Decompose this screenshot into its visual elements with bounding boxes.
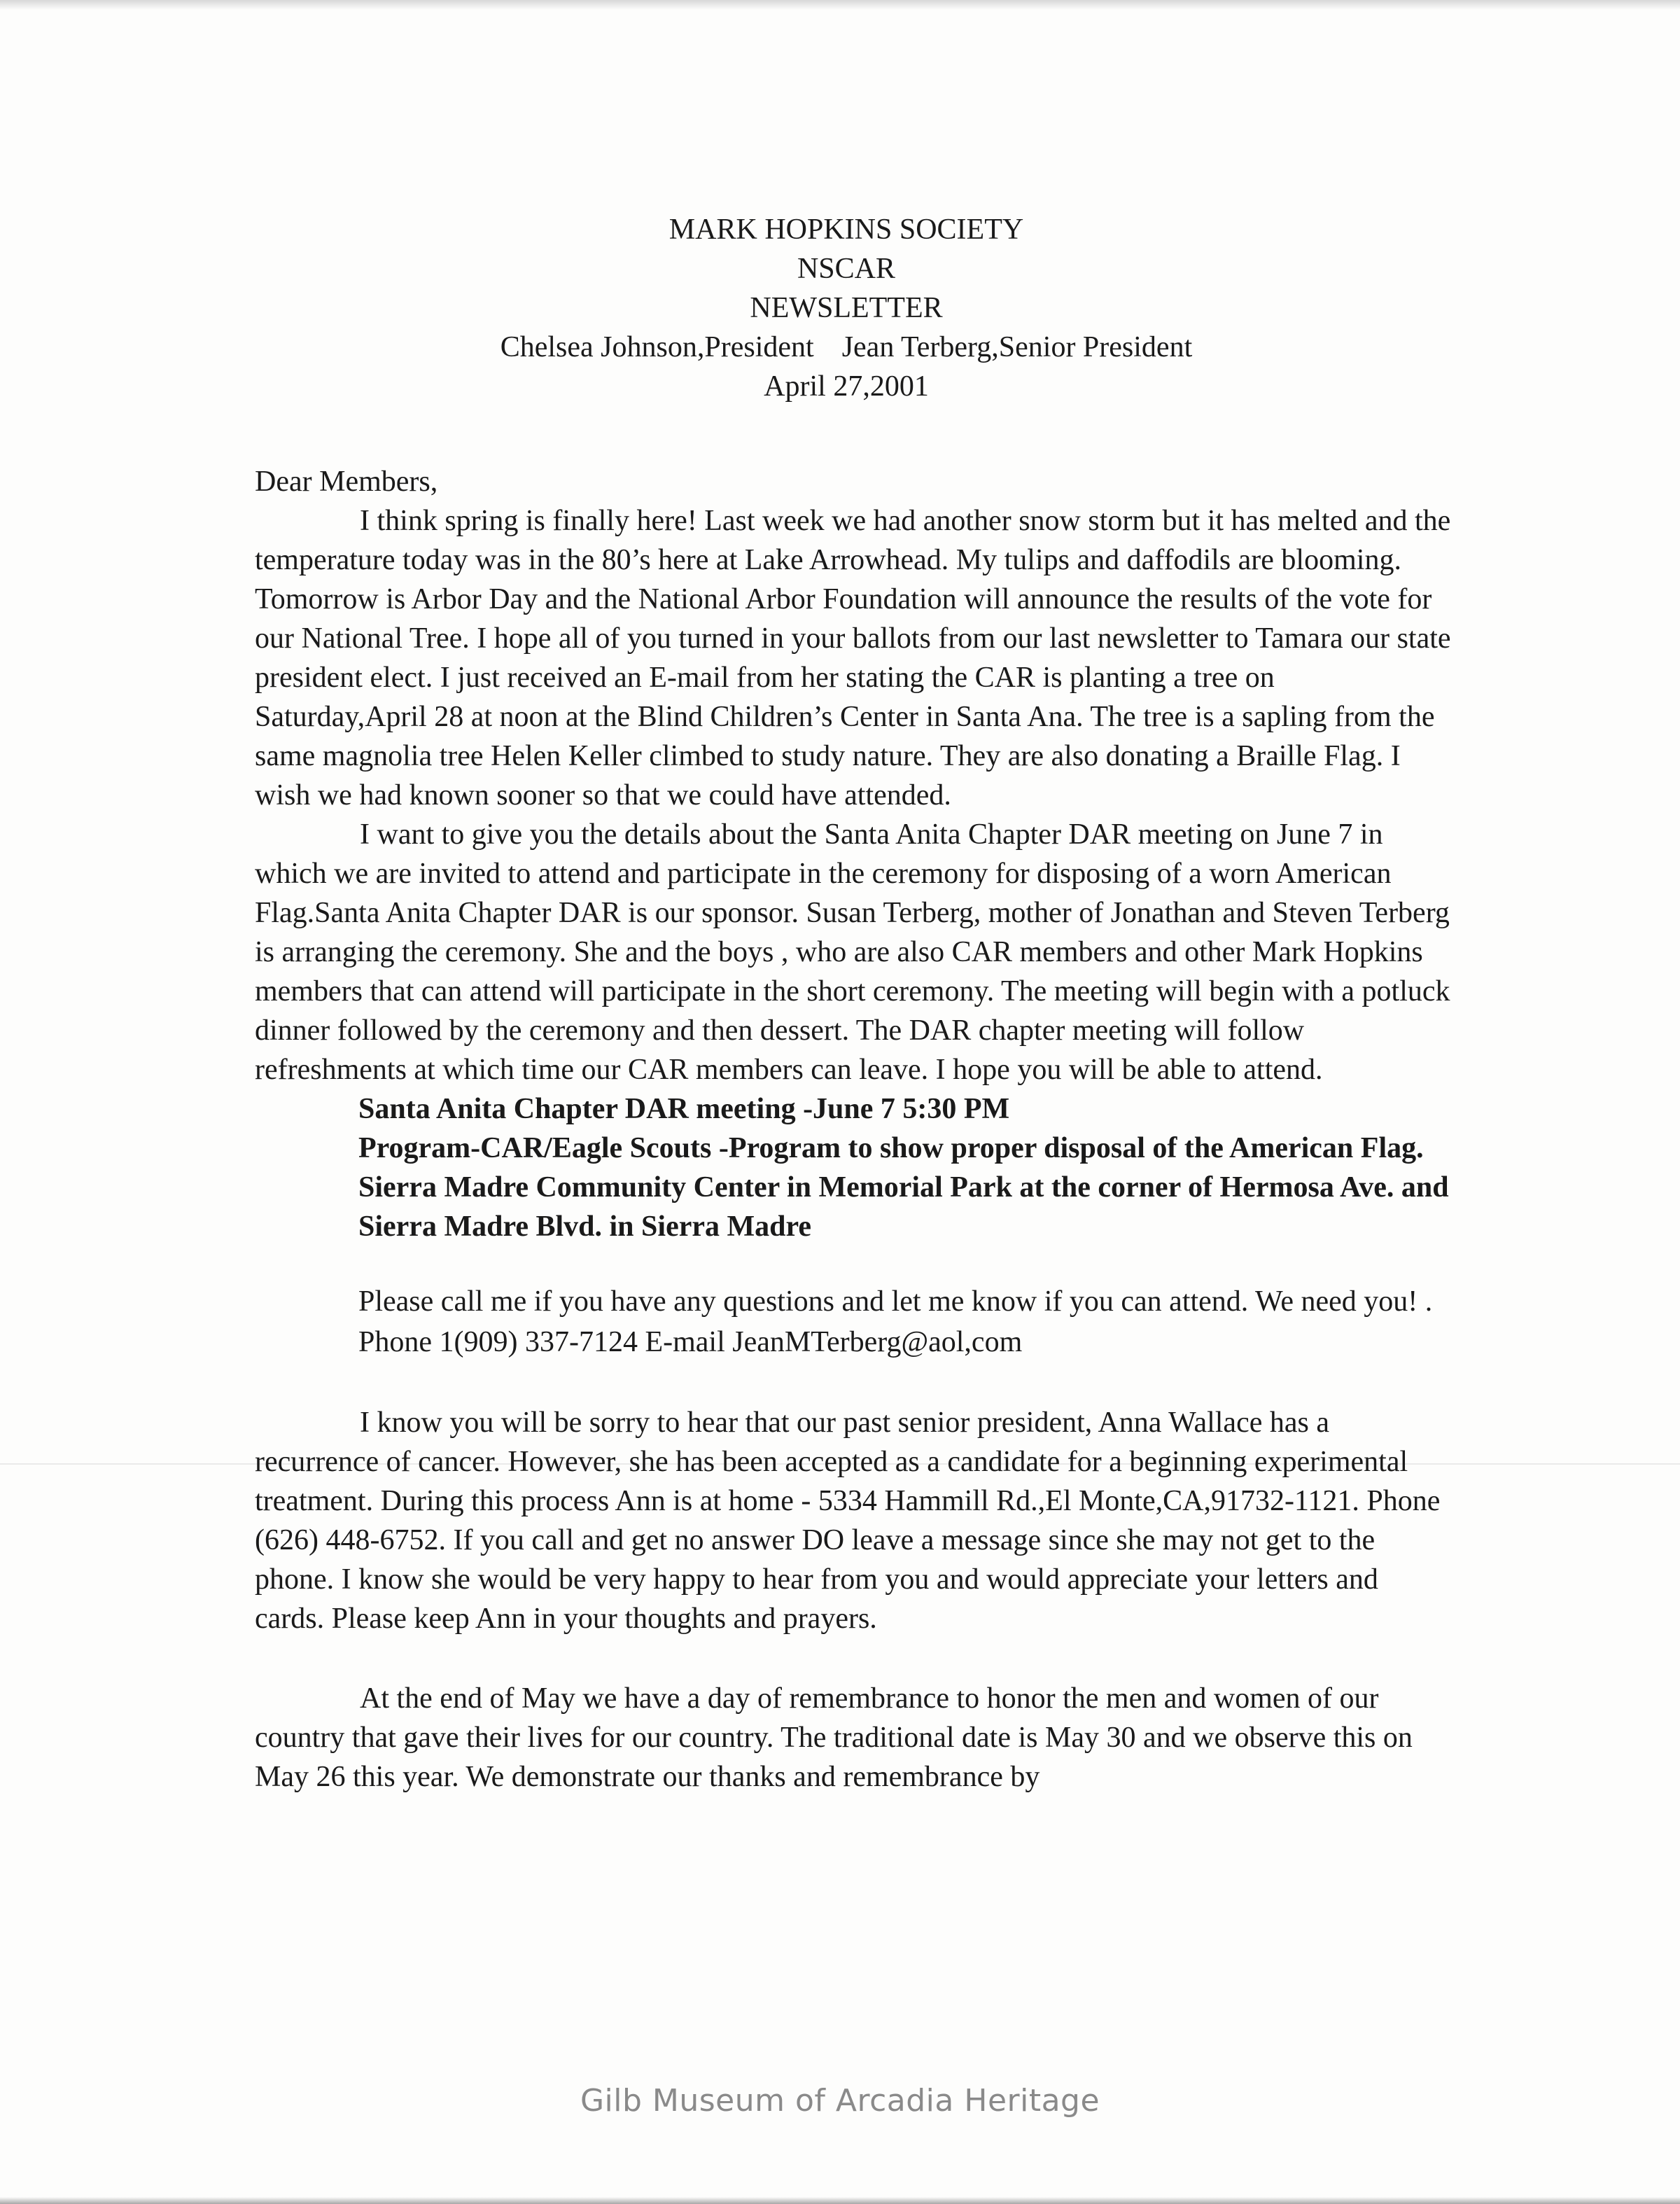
newsletter-header (241, 210, 1452, 406)
scan-edge-bottom (0, 2197, 1680, 2204)
event-details (358, 1089, 1452, 1246)
officers-line (241, 328, 1452, 367)
paragraph-remembrance: At the end of May we have a day of remembrance to honor the men and women of our country that gave their lives for our country. The traditional date is May 30 and we observe this on May 26 this year. We demonstrate our thanks and remembrance by (255, 1682, 1413, 1793)
senior-president-name: Jean Terberg,Senior President (841, 331, 1193, 363)
org-name: MARK HOPKINS SOCIETY (668, 214, 1024, 246)
society-name: NSCAR (797, 253, 896, 285)
event-location: Sierra Madre Community Center in Memorial Park at the corner of Hermosa Ave. and Sierra Madre Blvd. in Sierra Madre (358, 1171, 1449, 1243)
contact-info: Please call me if you have any questions and let me know if you can attend. We need you! . Phone 1(909) 337-7124 E-mail JeanMTerberg@aol,com (358, 1285, 1433, 1358)
letter-body (255, 210, 1452, 1797)
paragraph-dar-meeting: I want to give you the details about the Santa Anita Chapter DAR meeting on June 7 in which we are invited to attend and participate in the ceremony for disposing of a worn American Flag.Santa Anita Chapter DAR is our sponsor. Susan Terberg, mother of Jonathan and Steven Terberg is arranging the ceremony. She and the boys , who are also CAR members and other Mark Hopkins members that can attend will participate in the short ceremony. The meeting will begin with a potluck dinner followed by the ceremony and then dessert. The DAR chapter meeting will follow refreshments at which time our CAR members can leave. I hope you will be able to attend. (255, 818, 1450, 1086)
document-type: NEWSLETTER (750, 292, 943, 324)
event-date-time: Santa Anita Chapter DAR meeting -June 7 5:30 PM (358, 1093, 1010, 1125)
paragraph-anna-wallace: I know you will be sorry to hear that our past senior president, Anna Wallace has a recurrence of cancer. However, she has been accepted as a candidate for a beginning experimental treatment. During this process Ann is at home - 5334 Hammill Rd.,El Monte,CA,91732-1121. Phone (626) 448-6752. If you call and get no answer DO leave a message since she may not get to the phone. I know she would be very happy to hear from you and would appreciate your letters and cards. Please keep Ann in your thoughts and prayers. (255, 1407, 1441, 1635)
paragraph-spring: I think spring is finally here! Last week we had another snow storm but it has melted and the temperature today was in the 80’s here at Lake Arrowhead. My tulips and daffodils are blooming. Tomorrow is Arbor Day and the National Arbor Foundation will announce the results of the vote for our National Tree. I hope all of you turned in your ballots from our last newsletter to Tamara our state president elect. I just received an E-mail from her stating the CAR is planting a tree on Saturday,April 28 at noon at the Blind Children’s Center in Santa Ana. The tree is a sapling from the same magnolia tree Helen Keller climbed to study nature. They are also donating a Braille Flag. I wish we had known sooner so that we could have attended. (255, 505, 1451, 811)
event-program: Program-CAR/Eagle Scouts -Program to show proper disposal of the American Flag. (358, 1132, 1424, 1164)
salutation: Dear Members, (255, 466, 438, 498)
president-name: Chelsea Johnson,President (500, 331, 814, 363)
newsletter-date: April 27,2001 (764, 370, 929, 403)
museum-credit: Gilb Museum of Arcadia Heritage (580, 2083, 1100, 2119)
scan-edge-top (0, 0, 1680, 10)
